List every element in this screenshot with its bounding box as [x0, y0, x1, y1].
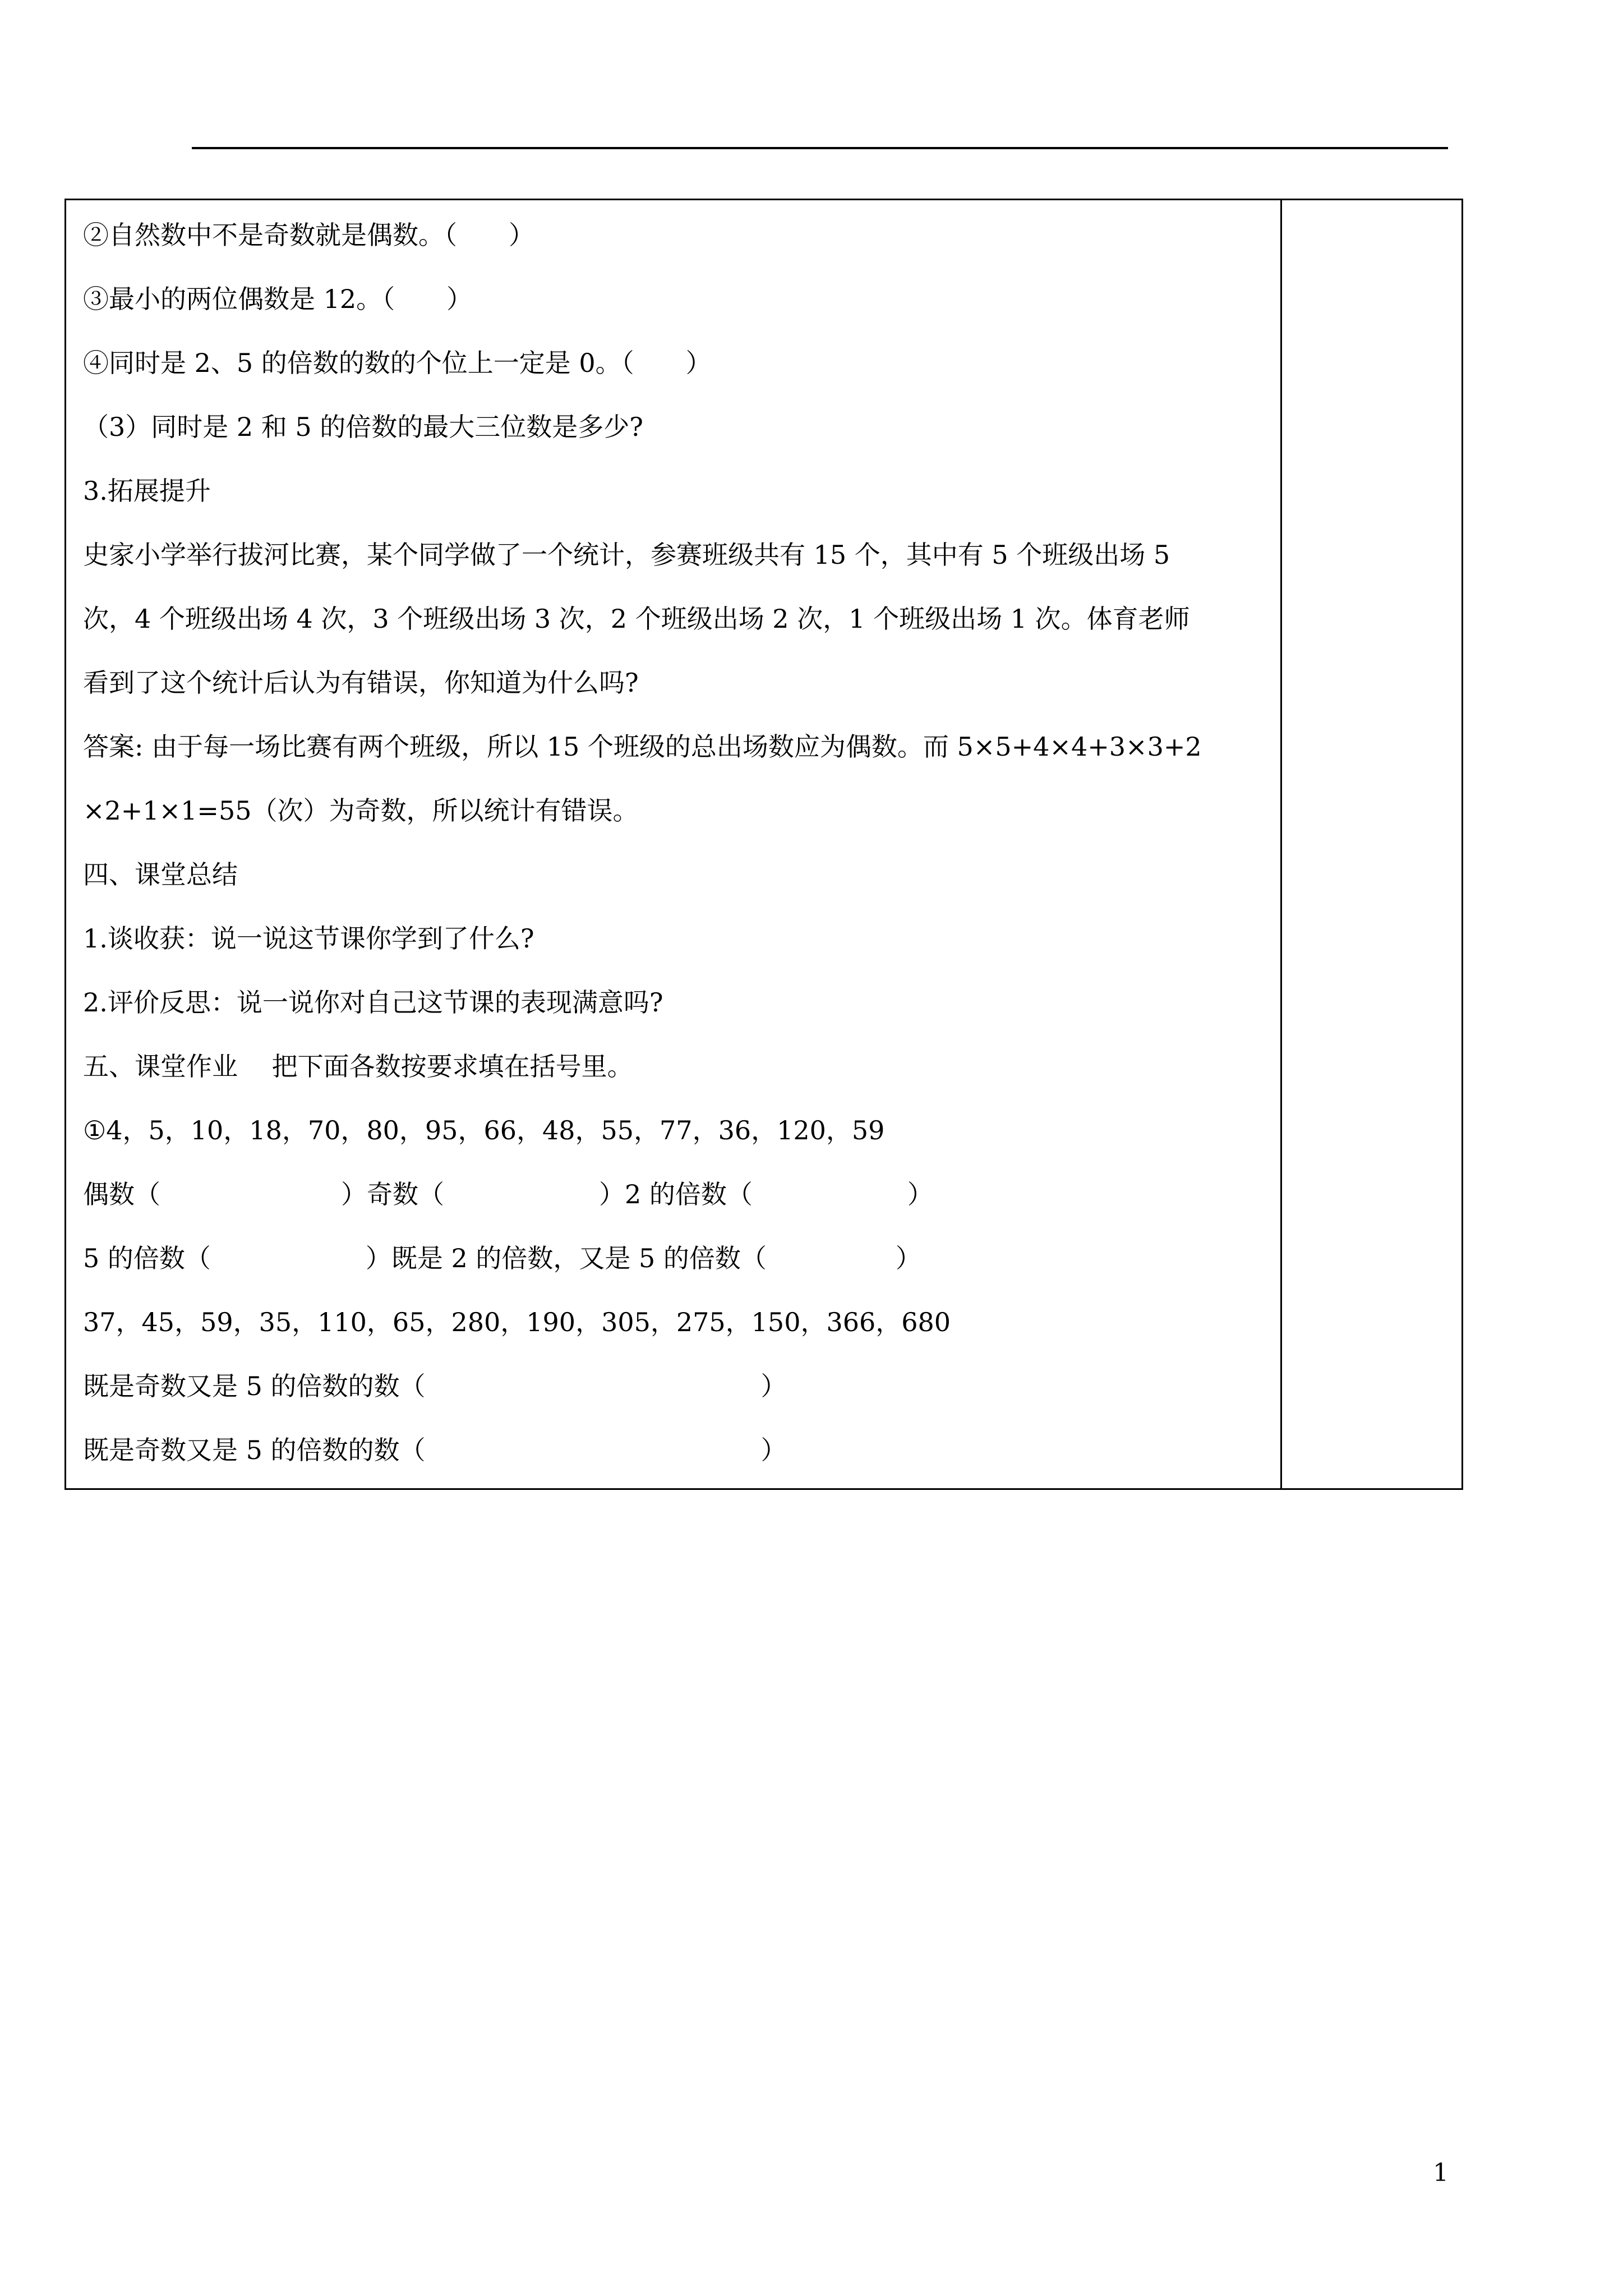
question-line-4: ④同时是 2、5 的倍数的数的个位上一定是 0。（ ）: [83, 348, 712, 378]
question-line-2: ②自然数中不是奇数就是偶数。（ ）: [83, 220, 534, 250]
problem-text-line-3: 看到了这个统计后认为有错误，你知道为什么吗?: [83, 668, 639, 698]
summary-item-2: 2.评价反思：说一说你对自己这节课的表现满意吗?: [83, 987, 663, 1018]
lesson-table: [64, 199, 1463, 1490]
homework-fill-row-1: 偶数（ ）奇数（ ）2 的倍数（ ）: [83, 1179, 933, 1209]
homework-fill-row-4: 既是奇数又是 5 的倍数的数（ ）: [83, 1435, 787, 1465]
homework-fill-row-3: 既是奇数又是 5 的倍数的数（ ）: [83, 1371, 787, 1401]
answer-line-1: 答案: 由于每一场比赛有两个班级，所以 15 个班级的总出场数应为偶数。而 5×5+4×4+3×3+2: [83, 731, 1202, 762]
question-part-3: （3）同时是 2 和 5 的倍数的最大三位数是多少?: [83, 412, 643, 442]
section-summary: 四、课堂总结: [83, 859, 238, 890]
lesson-content-cell: [83, 200, 1266, 1488]
problem-text-line-1: 史家小学举行拔河比赛，某个同学做了一个统计，参赛班级共有 15 个，其中有 5 个班级出场 5: [83, 540, 1170, 570]
homework-fill-row-2: 5 的倍数（ ）既是 2 的倍数，又是 5 的倍数（ ）: [83, 1243, 921, 1273]
table-column-divider: [1280, 200, 1282, 1488]
problem-text-line-2: 次，4 个班级出场 4 次，3 个班级出场 3 次，2 个班级出场 2 次，1 个班级出场 1 次。体育老师: [83, 604, 1190, 634]
answer-line-2: ×2+1×1=55（次）为奇数，所以统计有错误。: [83, 795, 639, 826]
homework-numbers-1: ①4，5，10，18，70，80，95，66，48，55，77，36，120，59: [83, 1115, 885, 1145]
section-extension: 3.拓展提升: [83, 476, 211, 506]
header-rule: [192, 147, 1448, 149]
homework-numbers-2: 37，45，59，35，110，65，280，190，305，275，150，366，680: [83, 1307, 951, 1337]
section-homework: 五、课堂作业 把下面各数按要求填在括号里。: [83, 1051, 633, 1082]
question-line-3: ③最小的两位偶数是 12。（ ）: [83, 284, 473, 314]
page-number: 1: [1433, 2159, 1449, 2187]
summary-item-1: 1.谈收获：说一说这节课你学到了什么?: [83, 923, 534, 954]
